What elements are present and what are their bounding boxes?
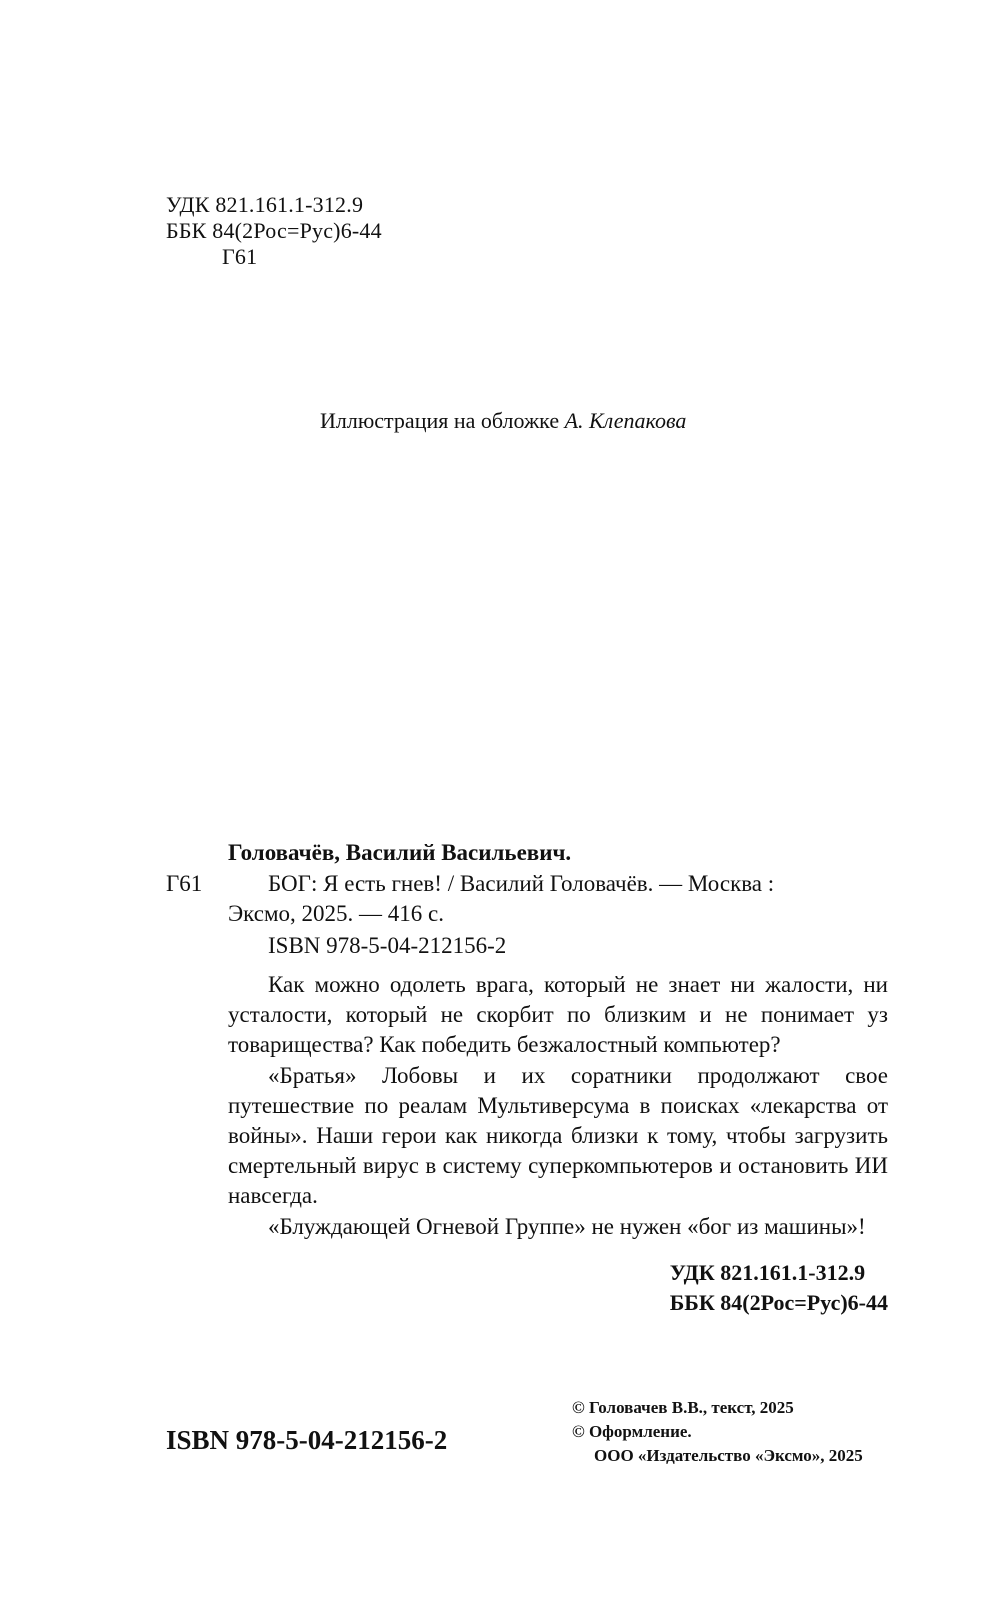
card-title-line: БОГ: Я есть гнев! / Василий Головачёв. — Москва :: [268, 871, 775, 896]
card-classification-codes: [670, 1258, 888, 1318]
copyright-text: © Головачев В.В., текст, 2025: [572, 1398, 794, 1417]
copyright-publisher: ООО «Издательство «Эксмо», 2025: [594, 1446, 863, 1465]
illustration-label: Иллюстрация на обложке: [320, 408, 560, 433]
card-annotation: [228, 970, 888, 1242]
card-udk-code: УДК 821.161.1-312.9: [669, 1260, 866, 1285]
cover-illustration-credit: [320, 408, 686, 434]
illustration-artist: А. Клепакова: [564, 408, 687, 433]
annotation-paragraph: «Братья» Лобовы и их соратники продолжают свое путешествие по реалам Мультиверсума в поисках «лекарства от войны». Наши герои как никогда близки к тому, чтобы загрузить смертельный вирус в систему суперкомпьютеров и остановить ИИ навсегда.: [228, 1062, 888, 1209]
card-isbn: ISBN 978-5-04-212156-2: [268, 933, 507, 958]
card-bbk-code: ББК 84(2Рос=Рус)6-44: [669, 1290, 888, 1315]
top-udk-code: УДК 821.161.1-312.9: [166, 192, 364, 217]
annotation-paragraph: Как можно одолеть врага, который не знает ни жалости, ни усталости, который не скорбит по близким и не понимает уз товарищества? Как победить безжалостный компьютер?: [228, 972, 888, 1058]
card-author: Головачёв, Василий Васильевич.: [228, 840, 572, 865]
top-author-sign: Г61: [222, 244, 258, 269]
isbn-main: ISBN 978-5-04-212156-2: [166, 1425, 448, 1455]
top-bbk-code: ББК 84(2Рос=Рус)6-44: [166, 218, 382, 243]
card-publication-info: Эксмо, 2025. — 416 с.: [228, 901, 445, 926]
card-author-sign: Г61: [166, 871, 203, 896]
copyright-block: [572, 1396, 863, 1468]
annotation-paragraph: «Блуждающей Огневой Группе» не нужен «бог из машины»!: [268, 1213, 866, 1239]
top-classification-codes: [166, 192, 382, 270]
copyright-design: © Оформление.: [572, 1422, 692, 1441]
